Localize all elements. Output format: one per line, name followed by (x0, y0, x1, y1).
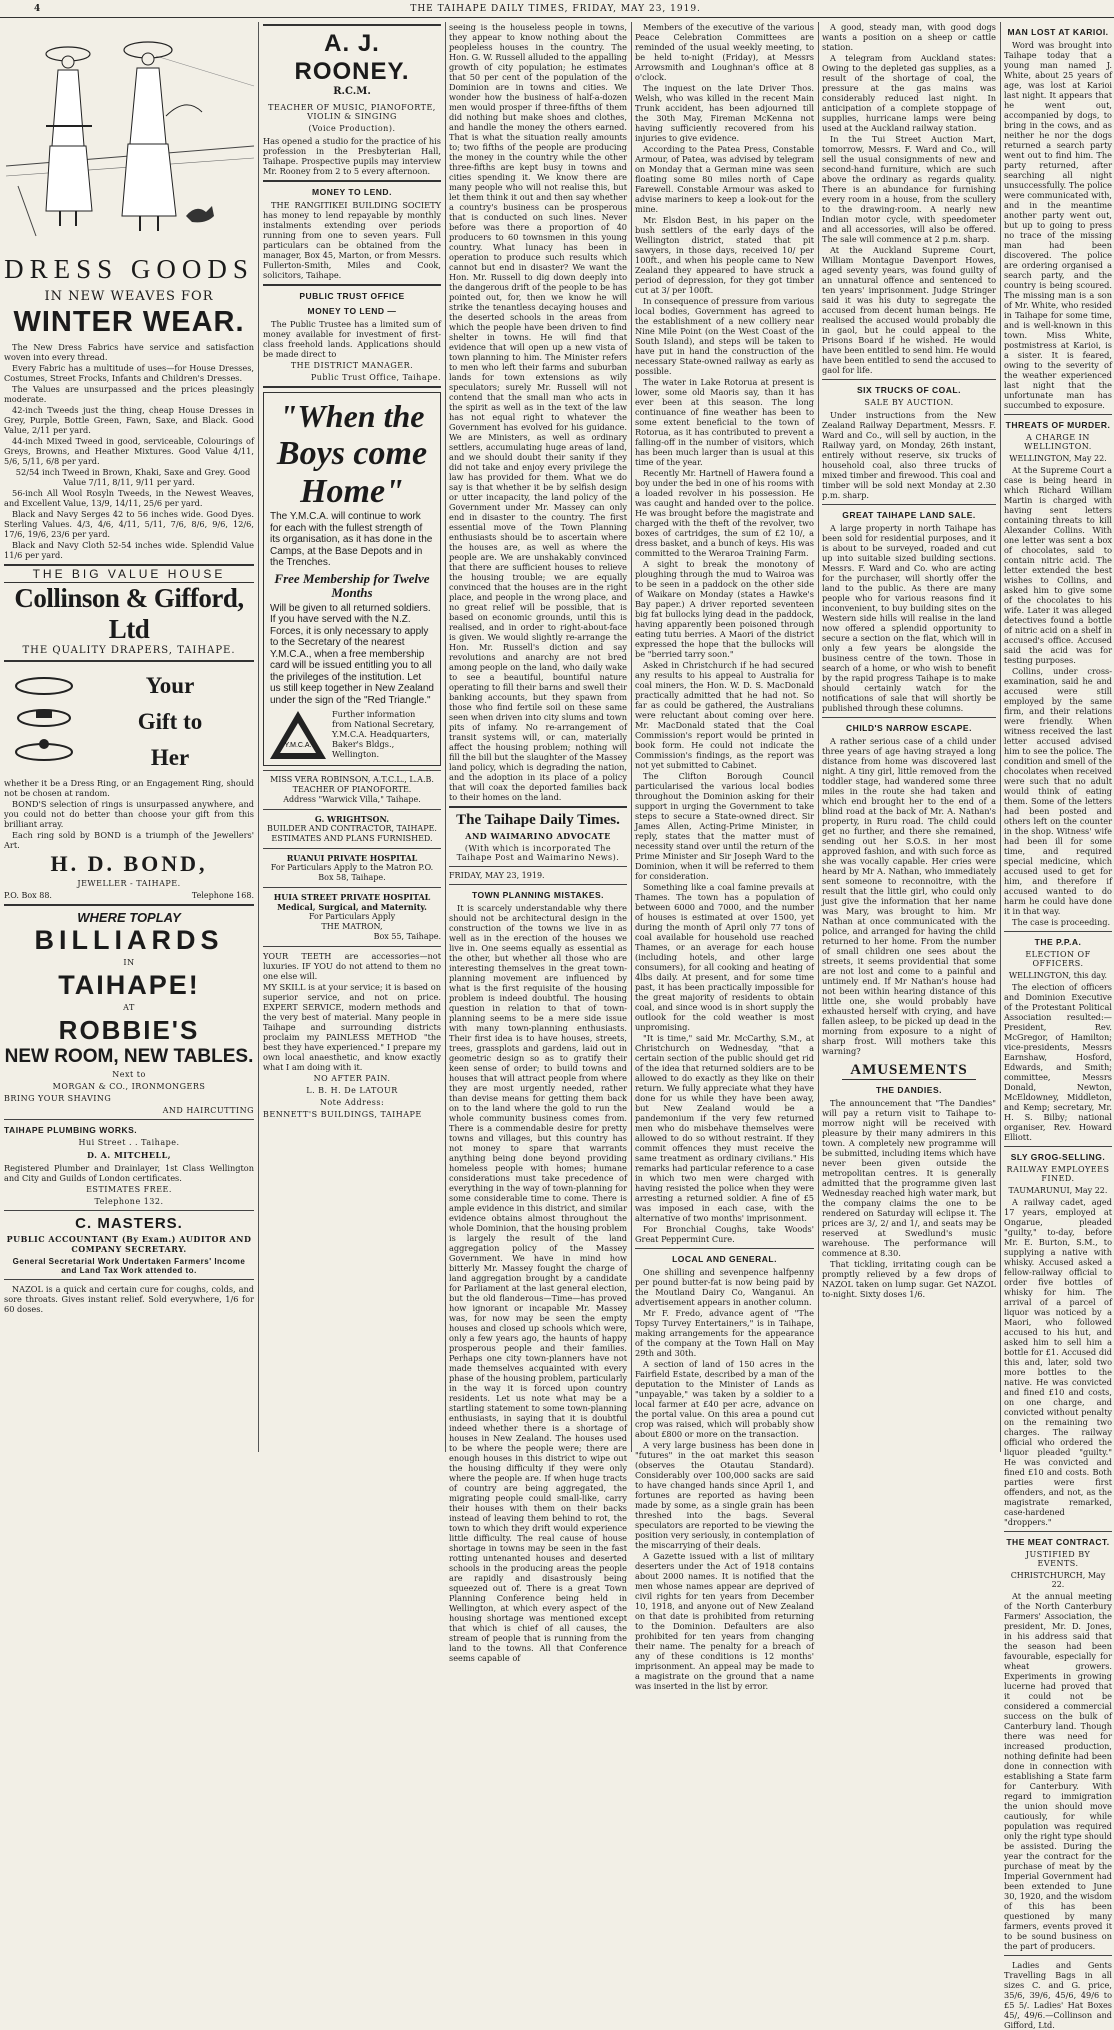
dress-para: The New Dress Fabrics have service and satisfaction woven into every thread. (4, 342, 254, 362)
billiards-line: TAIHAPE! (58, 970, 200, 1000)
masters-name: C. MASTERS. (75, 1215, 183, 1232)
column-ads-left (4, 22, 254, 1452)
news-para: That tickling, irritating cough can be promptly relieved by a few drops of NAZOL taken on lump sugar. Get NAZOL to-night. Sixty doses 1/6. (822, 1259, 996, 1299)
travelling-bags-ad: Ladies and Gents Travelling Bags in all sizes C. and G. price, 35/6, 39/6, 45/6, 49/6 to £5 5/. Ladies' Hat Boxes 45/, 49/6.—Collinson and Gifford, Ltd. (1004, 1960, 1112, 2030)
childs-escape-heading: CHILD'S NARROW ESCAPE. (846, 723, 972, 733)
dress-goods-text (4, 342, 254, 560)
huia-box: Box 55, Taihape. (373, 932, 441, 941)
local-para: Members of the executive of the various Peace Celebration Committees are reminded of the usual weekly meeting, to be held to-night (Friday), at Messrs Arrowsmith and Loughnan's office at 8 o'clock. (635, 22, 814, 82)
plumbing-line: Telephone 132. (94, 1197, 164, 1206)
dress-para: Black and Navy Cloth 52-54 inches wide. Splendid Value 11/6 per yard. (4, 540, 254, 560)
bond-trade: JEWELLER - TAIHAPE. (77, 879, 181, 888)
local-para: Something like a coal famine prevails at Thames. The town has a population of between 6000 and 7000, and the number of houses is estimated at over 1500, yet during the month of April only 77 tons of coal available for household use reached Thames, or an average for each house (including hotels, and other large consumers), for all cooking and heating of 4lbs daily. At present, and for some time past, it has been practically impossible for the great majority of residents to obtain coal, and since wood is in short supply the outlook for the cold weather is most unpromising. (635, 882, 814, 1032)
ruanui-hospital-ad (263, 853, 441, 883)
column-editorial (449, 22, 627, 1663)
local-para: In consequence of pressure from various local bodies, Government has agreed to the establishment of a new colliery near Nine Mile Point (on the West Coast of the South Island), and steps will be taken to have put in hand the construction of the necessary State-owned railway as early as possible. (635, 296, 814, 376)
quality-drapers: THE QUALITY DRAPERS, TAIHAPE. (4, 645, 254, 662)
ymca-body-2: Will be given to all returned soldiers. If you have served with the N.Z. Forces, it is only necessary to apply to the Secretary of the nearest Y.M.C.A., when a free membership card will be issued entitling you to all the privileges of the institution. Let us still keep together in New Zealand under the sign of the "Red Triangle." (270, 602, 434, 706)
telegram-para: At the Supreme Court a case is being heard in which Richard William Martin is charged with having sent letters containing threats to kill Alexander Collins. With one letter was sent a box of chocolates, said to contain nitric acid. The letter extended the best wishes to Collins, and asked him to give some of the chocolates to his wife. Later it was alleged detectives found a bottle of nitric acid on a shelf in accused's office. Accused said the acid was for testing purposes. (1004, 465, 1112, 665)
town-para: It is scarcely understandable why there should not be architectural design in the construction of the towns we live in as well as in the erection of the houses we live in. One seems equally as essential as the other, but whether all those who are interesting themselves in the great town-planning movement are influenced by what is the first requisite of the housing problem is indeed doubtful. The housing question in relation to that of town-planning seems to be a mere side issue with many town-planning enthusiasts. Their first idea is to have houses, streets, trees, grassplots and gardens, laid out in geometric design so as to gratify their keen sense of order; to build towns and houses that will attract people from where they are most urgently needed, rather than devise means for getting them back on to the land where the gold to run the whole community business comes from. There is a commendable desire for pretty towns and villages, but this country has not money to spare that warrants anything being done beyond providing homeless people with homes; humane considerations must take precedence of everything in the way of town-planning for some considerable time to come. There is ample evidence in this district, and similar evidence obtains almost throughout the whole Dominion, that the housing problem is largely the result of the land aggregation policy of the Massey Government. We have in mind how bitterly Mr. Massey fought the charge of land aggregation brought by a candidate for Parliament at the last general election, but the old flanderous—Time—has proved how ignorant or incapable Mr. Massey was, for now may be seen the empty houses and closed up schools which were, only a few years ago, the haunts of happy prosperous people and their families. Perhaps one city town-planners have not made themselves acquainted with every phase of the housing problem, particularly in the way it is forced upon country residents. Let us note what may be a startling statement to some town-planning enthusiasts, in saying that it is doubtful indeed whether there is a shortage of houses in New Zealand. The houses used to be where the people were; there are enough houses in this district to wipe out the housing difficulty if they were only where the people are. If when huge tracts of country are being aggregated, the migrating people could small-like, carry their houses with them on their backs instead of leaving them behind to rot, the town to which they drift would experience little difficulty. The real cause of house shortage in towns may be seen in the fast rotting untenanted houses and deserted schools in the producing areas the people are rapidly and disastrously being squeezed out of. There is a great Town Planning Conference being held in Wellington, at which every aspect of the housing shortage was mentioned except that which is chief of all causes, the stream of people that is running from the land to the towns. All that Conference seems capable of (449, 903, 627, 1663)
gift-line: Your (145, 673, 195, 698)
page-number: 4 (34, 3, 42, 14)
local-para: The water in Lake Rotorua at present is lower, some old Maoris say, than it has ever been at this season. The long continuance of fine weather has been to some extent beneficial to the town of Rotorua, as it has contributed to prevent a falling-off in the number of visitors, which has been much larger than is usual at this time of the year. (635, 377, 814, 467)
news-para: Under instructions from the New Zealand Railway Department, Messrs. F. Ward and Co., will sell by auction, in the Railway yard, on Monday, 26th instant, entirely without reserve, six trucks of household coal, also three trucks of mixed timber and firewood. This coal and timber will be sold next Monday at 2.30 p.m. sharp. (822, 410, 996, 500)
winter-wear-heading: WINTER WEAR. (13, 306, 245, 338)
news-para: In the Tui Street Auction Mart, tomorrow, Messrs. F. Ward and Co., will sell the usual consignments of new and second-hand furniture, which are such above the ordinary as regards quality. There is an abundance for furnishing every room in a house, from the scullery to the drawing-room. A nearly new Indian motor cycle, with speedometer and all accessories, will also be offered. The sale will commence at 2 p.m. sharp. (822, 134, 996, 244)
local-para-b: Mr F. Fredo, advance agent of "The Topsy Turvey Entertainers," is in Taihape, making arrangements for the appearance of the company at the Town Hall on May 29th and 30th. (635, 1308, 814, 1358)
local-para: Recently Mr. Hartnell of Hawera found a boy under the bed in one of his rooms with a loaded revolver in his possession. He was caught and handed over to the police. He was brought before the magistrate and charged with the theft of the revolver, two boxes of cartridges, the sum of £2 10/, a dress basket, and a bunch of keys. His was committed to the Weraroa Training Farm. (635, 468, 814, 558)
wrightson-trade: BUILDER AND CONTRACTOR, TAIHAPE. (267, 824, 437, 833)
local-para-b: A Gazette issued with a list of military deserters under the Act of 1918 contains about 2000 names. It is notified that the men whose names appear are deprived of civil rights for ten years from December 10, 1918, and anyone out of New Zealand on that date is prohibited from returning to the Dominion. Defaulters are also prohibited for ten years from changing their name. The penalty for a breach of any of these conditions is 12 months' imprisonment. An appeal may be made to a magistrate on the ground that a name was inserted in the list by error. (635, 1551, 814, 1691)
column-rule (258, 22, 259, 1452)
column-ads-second (263, 22, 441, 1452)
local-para: Asked in Christchurch if he had secured any results to his appeal to Australia for coal miners, the Hon. W. D. S. MacDonald practically admitted that he had not. So far as could be gathered, the Australians were reluctant about coming over here. Mr. MacDonald stated that the Coal Commission's report would be printed in book form. He could not indicate the Commission's findings, as the report was not yet submitted to Cabinet. (635, 660, 814, 770)
bond-para: whether it be a Dress Ring, or an Engagement Ring, should not be chosen at random. (4, 778, 254, 798)
trust-body: The Public Trustee has a limited sum of money available for investment of first-class freehold lands. Applications should be made direct to (263, 319, 441, 359)
huia-sub: Medical, Surgical, and Maternity. (277, 902, 427, 912)
robbie-line: BRING YOUR SHAVING (4, 1094, 112, 1103)
vera-addr: Address "Warwick Villa," Taihape. (283, 795, 421, 804)
masthead-title: THE TAIHAPE DAILY TIMES, FRIDAY, MAY 23, 1919. (410, 3, 701, 14)
local-para: According to the Patea Press, Constable Armour, of Patea, was advised by telegram on Monday that a German mine was seen floating some 80 miles north of Cape Farewell. Constable Armour was asked to advise mariners to keep a look-out for the mine. (635, 144, 814, 214)
public-trust-heading: PUBLIC TRUST OFFICE (299, 291, 405, 301)
huia-matron: THE MATRON, (321, 922, 383, 931)
no-after-pain: NO AFTER PAIN. (313, 1074, 391, 1083)
robbie-next: Next to (112, 1070, 146, 1079)
dress-para: Every Fabric has a multitude of uses—for House Dresses, Costumes, Street Frocks, Infants and Children's Dresses. (4, 363, 254, 383)
rooney-body: Has opened a studio for the practice of his profession in the Presbyterian Hall, Taihape. Prospective pupils may interview Mr. Rooney from 2 to 5 every afternoon. (263, 136, 441, 176)
dateline: WELLINGTON, this day. (1008, 971, 1108, 980)
paper-note: (With which is incorporated The Taihape Post and Waimarino News). (456, 844, 620, 862)
justified-heading: JUSTIFIED BY EVENTS. (1025, 1550, 1091, 1568)
plumbing-title: TAIHAPE PLUMBING WORKS. (4, 1125, 138, 1135)
rangitikei-body: THE RANGITIKEI BUILDING SOCIETY has money to lend repayable by monthly instalments extending over periods running from one to seven years. Full particulars can be obtained from the manager, Box 45, Marton, or from Messrs. Fullerton-Smith, Miles and Cook, solicitors, Taihape. (263, 200, 441, 280)
telegram-para: The election of officers and Dominion Executive of the Protestant Political Association resulted:—President, Rev. McGregor, of Hamilton; vice-presidents, Messrs Earnshaw, Hosford, Edwards, and Smith; committee, Messrs Donald, Newton, McEldowney, Middleton, and Kemp; secretary, Mr. H. S. Bilby; national organiser, Rev. Howard Elliott. (1004, 982, 1112, 1142)
dress-para: 56-inch All Wool Rosyln Tweeds, in the Newest Weaves, and Excellent Value, 13/9, 14/11, 25/6 per yard. (4, 488, 254, 508)
new-weaves-heading: IN NEW WEAVES FOR (44, 289, 214, 304)
ruanui-body: For Particulars Apply to the Matron P.O. Box 58, Taihape. (270, 863, 434, 882)
money-to-lend-heading: MONEY TO LEND. (312, 187, 392, 197)
telegram-para: Word was brought into Taihape today that a young man named J. White, about 25 years of age, was lost at Karioi last night. It appears that he went out, accompanied by dogs, to bring in the cows, and as neither he nor the dogs returned a search party went out to find him. The party returned, after searching all night unsuccessfully. The police were communicated with, and in the meantime another party went out, but up to going to press no trace of the missing man had been discovered. The police are ordering organised a search party, and the country is being scoured. The missing man is a son of Mr. White, who resided in Taihape for some time, and is well-known in this town. Miss White, postmistress at Karioi, is a sister. It is feared, owing to the severity of the weather experienced last night that the unfortunate man has succumbed to exposure. (1004, 40, 1112, 410)
land-sale-heading: GREAT TAIHAPE LAND SALE. (842, 510, 976, 520)
local-para: The Clifton Borough Council particularised the various local bodies throughout the Dominion asking for their support in urging the Government to take steps to secure a State-owned direct. Sir James Allen, Acting-Prime Minister, in reply, states that the matter must of necessity stand over until the return of the Prime Minister and Sir Joseph Ward to the Dominion, when it will be referred to them for consideration. (635, 771, 814, 881)
gift-line: Gift to (137, 709, 203, 734)
ymca-headline: "When the (279, 398, 425, 434)
paper-date: FRIDAY, MAY 23, 1919. (449, 871, 545, 880)
ring-icon (4, 668, 86, 778)
column-rule (818, 22, 819, 1452)
dentist-name: L. B. H. De LATOUR (306, 1086, 398, 1095)
ruanui-title: RUANUI PRIVATE HOSPITAL (286, 853, 418, 863)
dress-para: 42-inch Tweeds just the thing, cheap House Dresses in Grey, Purple, Bottle Green, Fawn, Saxe, and Black. Good Value, 2/11 per yard. (4, 405, 254, 435)
wrightson-est: ESTIMATES AND PLANS FURNISHED. (271, 834, 433, 843)
gift-line: Her (150, 745, 190, 770)
paper-subtitle: AND WAIMARINO ADVOCATE (465, 831, 611, 841)
bond-para: Each ring sold by BOND is a triumph of the Jewellers' Art. (4, 830, 254, 850)
telegram-para: The case is proceeding. (1012, 917, 1111, 927)
news-para: A large property in north Taihape has been sold for residential purposes, and it is about to be surveyed, roaded and cut up into suitable sized building sections. Messrs. F. Ward and Co. who are acting for the purchaser, will shortly offer the land to the public. As there are many people who for various reasons find it inconvenient, to buy building sites on the Western side hills will realise in the land now offered a splendid opportunity to secure a section on the flat, which will in only a few years be alongside the business centre of the town. Those in search of a home, or who wish to benefit by the rapid progress Taihape is to make should certainly watch for the notifications of sale that will shortly be published through these columns. (822, 523, 996, 713)
ppa-heading: THE P.P.A. (1034, 937, 1082, 947)
robbie-line: AND HAIRCUTTING (162, 1106, 254, 1115)
ymca-headline: Boys come (276, 435, 428, 472)
news-para: A telegram from Auckland states: Owing to the depleted gas supplies, as a result of the shortage of coal, the pressure at the gas mains was considerably reduced last night. In anticipation of a complete stoppage of supplies, hurricane lamps were being used at the Auckland railway station. (822, 53, 996, 133)
bond-box: P.O. Box 88. (4, 891, 52, 900)
masters-ad (4, 1215, 254, 1275)
dentist-ad (263, 951, 441, 1119)
huia-title: HUIA STREET PRIVATE HOSPITAL (273, 892, 431, 902)
news-para: The announcement that "The Dandies" will pay a return visit to Taihape to-morrow night will be received with pleasure by their many admirers in this town. A completely new programme will be submitted, including items which have never been given outside the metropolitan centres. It is generally admitted that the programme given last Wednesday reached high water mark, but the company claims the one to be rendered on Saturday will eclipse it. The prices are 3/, 2/ and 1/, and seats may be reserved at Swedlund's music warehouse. The performance will commence at 8.30. (822, 1098, 996, 1258)
telegram-para: Collins, under cross-examination, said he and accused were still employed by the same firm, and their relations were friendly. When witness received the last letter accused advised him to see the police. The condition and smell of the chocolates when received were such that no adult would think of eating them. Some of the letters had been posted and others left on the counter in the shop. Witness' wife had been ill for some time, and required special medicine, which accused used to get for him, and therefore if accused wanted to do harm he could have done it in that way. (1004, 666, 1112, 916)
billiards-line: IN (123, 958, 135, 967)
column-rule (445, 22, 446, 1452)
plumbing-ad (4, 1125, 254, 1206)
dateline: TAUMARUNUI, May 22. (1008, 1186, 1108, 1195)
threats-heading: THREATS OF MURDER. (1005, 420, 1111, 430)
collinson-gifford-logo: Collinson & Gifford, Ltd (14, 583, 244, 644)
local-para-b: One shilling and sevenpence halfpenny per pound butter-fat is now being paid by the Moutland Dairy Co, Wanganui. An advertisement appears in another column. (635, 1267, 814, 1307)
column-rule (1000, 22, 1001, 1452)
news-para: At the Auckland Supreme Court, William Montague Davenport Howes, aged seventy years, was found guilty of an unnatural offence and sentenced to ten years' imprisonment. Judge Stringer said it was his duty to segregate the accused from decent human beings. He realised the accused would probably die in gaol, but he could appeal to the Prisons Board if he wished. He would have been entitled to send him. He would have been entitled to send the accused to gaol for life. (822, 245, 996, 375)
bond-name: H. D. BOND, (50, 851, 208, 876)
fashion-illustration (6, 26, 254, 244)
railway-fined-heading: RAILWAY EMPLOYEES FINED. (1006, 1165, 1110, 1183)
rooney-teacher: TEACHER OF MUSIC, PIANOFORTE, VIOLIN & SINGING (268, 103, 436, 121)
local-para: A sight to break the monotony of ploughing through the mud to Wairoa was to be seen in a paddock on the other side of Waikare on Monday (states a Hawke's Bay paper.) A driver reported seventeen big fat bullocks lying dead in the paddock, having apparently been poisoned through eating tutu berries. A Maori of the district expressed the hope that the bullocks will be "berried tarry soon." (635, 559, 814, 659)
housing-para: seeing is the houseless people in towns, they appear to know nothing about the peopleless houses in the country. The Hon. G. W. Russell alluded to the appalling growth of city population; he estimates that 50 per cent of the population of the Dominion are in towns and cities. We wonder how the business of half-a-dozen men would prosper if three-fifths of them did nothing but make shoes and clothes, and handle the money the others earned. That is what the situation really amounts to; two fifths of the people are producing the money in the country while the other three-fifths are kept busy in towns and cities spending it. We know there are many people who will not realise this, but let them think it out and then say whether a country's business can be prosperous that is conducted on such lines. Never before was there a proportion of 40 producers to 60 townsmen in this young country. What lunacy has been in operation to produce such results which cannot but end in disaster? We want the Hon. Mr. Russell to dig down deeply into the dangerous drift of the people to be has pointed out, for, then we know he will strike the tenantless decaying houses and the deserted schools in the areas from which the people have been driven to find shelter in towns. He will find that evidence that will open up a new vista of town planning to him. The Minister refers to men who left their farms and suburban lands for town extensions as wily speculators; surely Mr. Russell will not contend that the small man who acts in the spirit as well as in the text of the law has not equal right to whatever the Government has evolved for his guidance. We are Ministers, as well as ordinary settlers, accumulating huge areas of land, and we should doubt their sanity if they did not take and enjoy every privilege the law has provided for them. What we do say is that whether it be by selfish design or utter incapacity, the land policy of the Government under Mr. Massey can only end in disaster to the country. The first essential move of the Town Planning enthusiasts should be to ascertain where the houses are, as well as where the people are. We are unshakably convinced that there are sufficient houses to relieve the housing trouble; we are equally convinced that the houses are in the right place, and people in the wrong place, and no great relief will be possible, that is based on economic grounds, until this is realised, and in order to right-about-face is given. We would slightly re-arrange the Hon. Mr. Russell's diction and say revolutions and anarchy are not bred among people on the land, who daily wake to see a beautiful, bountiful nature operating to fill their barns and swell their banking accounts, but they spawn from those who find fertile soil on these same seen when driven into city slums and town pits of infamy. No re-arrangement of transit systems will, or can, materially affect the housing problem; nothing will fill the bill but the slaughter of the Massey land policy, which is degrading the nation, and the adoption in its place of a policy that will coax the deported families back to their homes on the land. (449, 22, 627, 802)
teeth-para: MY SKILL is at your service; it is based on superior service, and not on price. EXPERT SERVICE, modern methods and the very best of material. Many people in Taihape and surrounding districts proclaim my PAINLESS METHOD "the best they have experienced." I prepare my own local anaesthetic, and know exactly what I am doing with it. (263, 982, 441, 1072)
plumbing-line: ESTIMATES FREE. (86, 1185, 172, 1194)
column-telegrams (1004, 22, 1112, 2030)
wrightson-ad (263, 814, 441, 844)
new-room-heading: NEW ROOM, NEW TABLES. (4, 1046, 254, 1067)
dateline: WELLINGTON, May 22. (1009, 454, 1107, 463)
plumbing-name: D. A. MITCHELL, (86, 1150, 172, 1160)
district-office: Public Trust Office, Taihape. (310, 373, 441, 382)
nazol-ad: NAZOL is a quick and certain cure for coughs, colds, and sore throats. Gives instant relief. Sold everywhere, 1/6 for 60 doses. (4, 1284, 254, 1314)
six-trucks-heading: SIX TRUCKS OF COAL. (857, 385, 961, 395)
town-planning-heading: TOWN PLANNING MISTAKES. (471, 890, 605, 900)
column-rule (631, 22, 632, 1452)
vera-robinson-ad (263, 775, 441, 805)
vera-name: MISS VERA ROBINSON, A.T.C.L., L.A.B. (270, 775, 434, 784)
masters-line: General Secretarial Work Undertaken Farmers' Income and Land Tax Work attended to. (12, 1257, 246, 1275)
plumbing-line: Registered Plumber and Drainlayer, 1st Class Wellington and City and Guilds of London certificates. (4, 1163, 254, 1183)
ymca-info: Further information from National Secretary, Y.M.C.A. Headquarters, Baker's Bldgs., Wellington. (332, 709, 435, 759)
money-to-lend-heading-2: MONEY TO LEND — (307, 306, 397, 316)
triangle-label: Y.M.C.A. (284, 742, 312, 749)
ymca-ad (263, 392, 441, 766)
local-para-b: A section of land of 150 acres in the Fairfield Estate, described by a man of the deputation to the Minister of Lands as "unpayable," was taken by a soldier to a local farmer at £40 per acre, advance on the portal value. On this area a pound cut crop was raised, which will probably show about £800 or more on the transaction. (635, 1359, 814, 1439)
rooney-name: A. J. ROONEY. (294, 30, 410, 85)
dress-para: 44-inch Mixed Tweed in good, serviceable, Colourings of Greys, Browns, and Heather Mixtures. Good Value 4/11, 5/6, 5/11, 6/8 per yard. (4, 436, 254, 466)
robbies-heading: ROBBIE'S (58, 1015, 200, 1045)
billiards-line: AT (123, 1003, 135, 1012)
big-value-house: THE BIG VALUE HOUSE (4, 564, 254, 583)
local-para: The inquest on the late Driver Thos. Welsh, who was killed in the recent Main Trunk accident, has been adjourned till the 30th May, Fireman McKenna not having sufficiently recovered from his injuries to give evidence. (635, 83, 814, 143)
amusements-heading: AMUSEMENTS (842, 1062, 976, 1080)
election-heading: ELECTION OF OFFICERS. (1025, 950, 1091, 968)
district-manager: THE DISTRICT MANAGER. (290, 361, 414, 370)
local-para-b: A very large business has been done in "futures" in the oat market this season (observes the Otautau Standard). Considerably over 100,000 sacks are said to have changed hands since April 1, and fortunes are reported as having been made by some, as a single grain has been threshed into the bags. Several speculators are reported to be viewing the position very seriously, in contemplation of the miscarrying of their deals. (635, 1440, 814, 1550)
plumbing-addr: Hui Street . . Taihape. (78, 1138, 180, 1147)
dentist-note: Note Address: (319, 1098, 385, 1107)
billiards-ad (4, 910, 254, 1115)
rooney-rcm: R.C.M. (333, 86, 371, 97)
paper-title: The Taihape Daily Times. (456, 812, 620, 828)
red-triangle-icon (268, 709, 328, 761)
wrightson-name: G. WRIGHTSON. (314, 814, 390, 824)
masters-line: PUBLIC ACCOUNTANT (By Exam.) AUDITOR AND COMPANY SECRETARY. (6, 1234, 252, 1254)
vera-teacher: TEACHER OF PIANOFORTE. (292, 785, 412, 794)
rooney-voice: (Voice Production). (308, 124, 396, 133)
charge-heading: A CHARGE IN WELLINGTON. (1024, 433, 1092, 451)
ymca-free-membership: Free Membership for Twelve Months (274, 570, 430, 600)
local-para: "It is time," said Mr. McCarthy, S.M., at Christchurch on Wednesday, "that a certain section of the public should get rid of the idea that returned soldiers are to be allowed to do exactly as they like on their return. We fully appreciate what they have done for us while they have been away, but New Zealand would be a pandemonium if the very few returned men who do misbehave themselves were allowed to do so without restraint. If they commit offences they must receive the same treatment as ordinary civilians." His remarks had particular reference to a case in which two men were charged with having resisted the police when they were arresting a returned soldier. A fine of £5 was imposed in each case, with the alternative of two months' imprisonment. (635, 1033, 814, 1223)
sly-grog-heading: SLY GROG-SELLING. (1010, 1152, 1106, 1162)
robbie-line: MORGAN & CO., IRONMONGERS (52, 1082, 206, 1091)
huia-apply: For Particulars Apply (308, 912, 396, 921)
news-para: A good, steady man, with good dogs wants a position on a sheep or cattle station. (822, 22, 996, 52)
news-para: A rather serious case of a child under three years of age having strayed a long distance from home was discovered last night. A tiny girl, little removed from the toddler stage, had wandered some three miles in the route she had taken and which end brought her to the end of a blind road at the back of Mr. A. Nathan's property, in Ruru road. The child could get no further, and there she remained, sending out her S.O.S. in her most approved fashion, and with such force as she was vocally capable. Her cries were heard by Mr A. Nathan, who immediately sent someone to reconnoitre, with the result that the little girl, who could only just give the information that her name was Mary, was brought to him. Mr Nathan at once communicated with the police, and arranged for having the child returned to her home. From the number of small children one sees about the streets, it seems providential that some are not lost and come to a painful and untimely end. If Mr Nathan's house had not been within hearing distance of this little one, she would probably have exhausted herself with crying, and have fallen asleep, to be picked up dead in the morning from exposure to a night of sharp frost. Will mothers take this warning? (822, 736, 996, 1056)
local-general-heading: LOCAL AND GENERAL. (672, 1254, 777, 1264)
dandies-heading: THE DANDIES. (876, 1085, 942, 1095)
billiards-line: WHERE TOPLAY (77, 910, 181, 925)
billiards-line: BILLIARDS (34, 925, 224, 955)
meat-contract-heading: THE MEAT CONTRACT. (1006, 1537, 1110, 1547)
telegram-para: At the annual meeting of the North Canterbury Farmers' Association, the president, Mr. D. Jones, in his address said that the season had been favourable, especially for wheat growers. Experiments in growing lucerne had proved that it could not be considered a commercial success on the bulk of Canterbury land. Though there was need for increased production, nothing definite had been done in connection with establishing a State farm for Canterbury. With regard to immigration the union should move cautiously, for while population was required only the right type should be assisted. During the year the contract for the purchase of meat by the Imperial Government had been extended to June 30, 1920, and the wisdom of this has been questioned by many farmers, events proved it to be sound business on the part of producers. (1004, 1591, 1112, 1951)
ymca-headline: Home" (300, 473, 404, 510)
dentist-address: BENNETT'S BUILDINGS, TAIHAPE (263, 1110, 422, 1119)
column-local-news (635, 22, 814, 1691)
local-para: Mr. Elsdon Best, in his paper on the bush settlers of the early days of the Wellington district, stated that pit sawyers, in those days, received 10/ per 100ft., and when his people came to New Zealand they appeared to have struck a period of depression, for they got timber cut at 3/ per 100ft. (635, 215, 814, 295)
teeth-para: YOUR TEETH are accessories—not luxuries. IF YOU do not attend to them no one else will. (263, 951, 441, 981)
dress-goods-heading: DRESS GOODS (4, 254, 254, 284)
local-para: For Bronchial Coughs, take Woods' Great Peppermint Cure. (635, 1224, 814, 1244)
bond-jeweller-ad (4, 668, 254, 900)
column-news-five (822, 22, 996, 1452)
bond-para: BOND'S selection of rings is unsurpassed anywhere, and you could not do better than choose your gift from this brilliant array. (4, 799, 254, 829)
man-lost-heading: MAN LOST AT KARIOI. (1007, 27, 1109, 37)
telegram-para: A railway cadet, aged 17 years, employed at Ongarue, pleaded "guilty," to-day, before Mr. E. Burton, S.M., to supplying a native with whisky. Accused asked a fellow-railway official to order five bottles of whisky for him. The arrival of a parcel of liquor was noticed by a Maori, who followed accused to his hut, and asked him to sell him a bottle for £1. Accused did this and, later, sold two more bottles to the native. He was convicted and fined £10 and costs, on one charge, and convicted without penalty on the remaining two charges. The railway official who ordered the liquor pleaded "guilty." He was convicted and fined £10 and costs. Both parties were first offenders, and not, as the magistrate remarked, case-hardened "droppers." (1004, 1197, 1112, 1527)
dress-para: The Values are unsurpassed and the prices pleasingly moderate. (4, 384, 254, 404)
sale-auction-heading: SALE BY AUCTION. (864, 398, 954, 407)
ymca-body: The Y.M.C.A. will continue to work for each with the fullest strength of its organisation, as it has done in the Camps, at the Base Depots and in the Trenches. (270, 511, 433, 568)
dateline: CHRISTCHURCH, May 22. (1010, 1571, 1106, 1589)
masthead (0, 0, 1114, 18)
bond-telephone: Telephone 168. (191, 891, 254, 900)
dress-para: Black and Navy Serges 42 to 56 inches wide. Good Dyes. Sterling Values. 4/3, 4/6, 4/11, 5/11, 7/6, 8/6, 9/6, 12/6, 17/6, 19/6, 23/6 per yard. (4, 509, 254, 539)
huia-hospital-ad (263, 892, 441, 942)
dress-para: 52/54 inch Tweed in Brown, Khaki, Saxe and Grey. Good Value 7/11, 8/11, 9/11 per yard. (15, 467, 251, 487)
